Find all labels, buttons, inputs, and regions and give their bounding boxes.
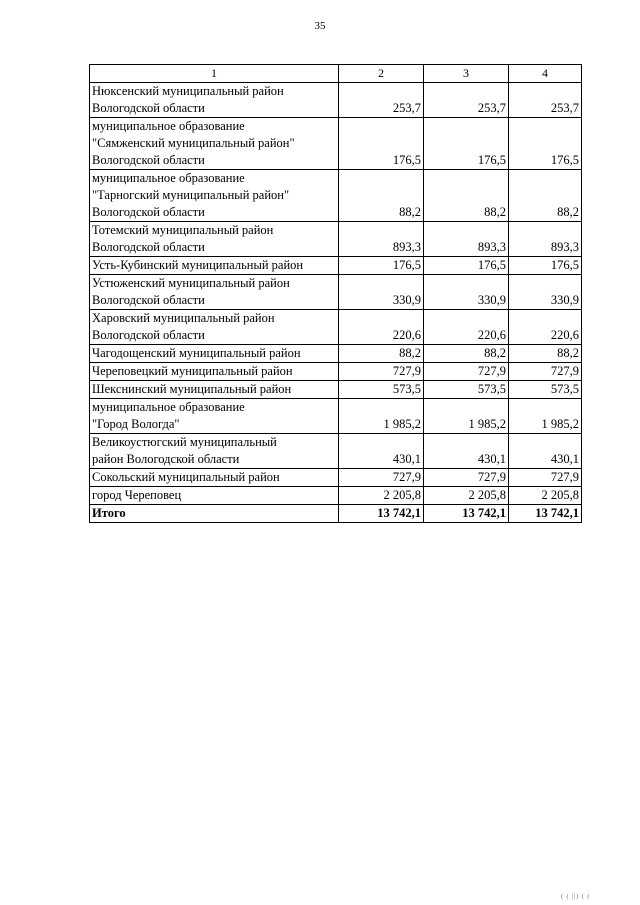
table-row (90, 222, 582, 257)
value-col2-cell: 430,1 (339, 434, 424, 469)
value-col4-cell: 176,5 (509, 118, 582, 170)
district-name-cell: Устюженский муниципальный район Вологодской области (90, 275, 339, 310)
footer-scan-mark: ( ( ||) ( ( (561, 894, 591, 900)
value-col4-cell: 253,7 (509, 83, 582, 118)
value-col4-cell: 430,1 (509, 434, 582, 469)
value-col3-cell: 1 985,2 (424, 399, 509, 434)
header-cell: 2 (339, 65, 424, 83)
value-col3-cell: 573,5 (424, 381, 509, 399)
table-row (90, 170, 582, 222)
value-col3-cell: 13 742,1 (424, 505, 509, 523)
table-row (90, 399, 582, 434)
value-col4-cell: 1 985,2 (509, 399, 582, 434)
district-name-cell: муниципальное образование "Тарногский муниципальный район" Вологодской области (90, 170, 339, 222)
district-name-cell: муниципальное образование "Город Вологда" (90, 399, 339, 434)
district-name-cell: город Череповец (90, 487, 339, 505)
page-number: 35 (314, 20, 326, 32)
value-col3-cell: 330,9 (424, 275, 509, 310)
value-col4-cell: 2 205,8 (509, 487, 582, 505)
value-col3-cell: 88,2 (424, 170, 509, 222)
value-col2-cell: 88,2 (339, 345, 424, 363)
value-col4-cell: 176,5 (509, 257, 582, 275)
value-col3-cell: 430,1 (424, 434, 509, 469)
value-col2-cell: 13 742,1 (339, 505, 424, 523)
value-col3-cell: 88,2 (424, 345, 509, 363)
value-col2-cell: 253,7 (339, 83, 424, 118)
total-row (90, 505, 582, 523)
district-name-cell: Итого (90, 505, 339, 523)
table-row (90, 487, 582, 505)
table-row (90, 310, 582, 345)
table-row (90, 469, 582, 487)
value-col2-cell: 1 985,2 (339, 399, 424, 434)
value-col2-cell: 893,3 (339, 222, 424, 257)
header-cell: 1 (90, 65, 339, 83)
district-name-cell: муниципальное образование "Сямженский муниципальный район" Вологодской области (90, 118, 339, 170)
table-row (90, 275, 582, 310)
value-col4-cell: 220,6 (509, 310, 582, 345)
value-col4-cell: 573,5 (509, 381, 582, 399)
value-col4-cell: 13 742,1 (509, 505, 582, 523)
value-col3-cell: 893,3 (424, 222, 509, 257)
value-col2-cell: 176,5 (339, 257, 424, 275)
value-col3-cell: 727,9 (424, 363, 509, 381)
district-name-cell: Сокольский муниципальный район (90, 469, 339, 487)
value-col2-cell: 88,2 (339, 170, 424, 222)
value-col2-cell: 220,6 (339, 310, 424, 345)
value-col4-cell: 893,3 (509, 222, 582, 257)
budget-table (89, 64, 582, 523)
value-col4-cell: 330,9 (509, 275, 582, 310)
value-col4-cell: 727,9 (509, 469, 582, 487)
value-col2-cell: 727,9 (339, 363, 424, 381)
table-body (90, 65, 582, 523)
district-name-cell: Великоустюгский муниципальный район Вологодской области (90, 434, 339, 469)
table-row (90, 434, 582, 469)
header-cell: 3 (424, 65, 509, 83)
table-row (90, 363, 582, 381)
value-col3-cell: 727,9 (424, 469, 509, 487)
value-col3-cell: 176,5 (424, 257, 509, 275)
district-name-cell: Усть-Кубинский муниципальный район (90, 257, 339, 275)
district-name-cell: Череповецкий муниципальный район (90, 363, 339, 381)
district-name-cell: Нюксенский муниципальный район Вологодской области (90, 83, 339, 118)
value-col2-cell: 727,9 (339, 469, 424, 487)
district-name-cell: Тотемский муниципальный район Вологодской области (90, 222, 339, 257)
value-col3-cell: 2 205,8 (424, 487, 509, 505)
value-col3-cell: 220,6 (424, 310, 509, 345)
value-col3-cell: 176,5 (424, 118, 509, 170)
value-col3-cell: 253,7 (424, 83, 509, 118)
value-col4-cell: 88,2 (509, 170, 582, 222)
table-row (90, 381, 582, 399)
table-row (90, 83, 582, 118)
value-col2-cell: 573,5 (339, 381, 424, 399)
value-col2-cell: 330,9 (339, 275, 424, 310)
table-header-row (90, 65, 582, 83)
table-row (90, 257, 582, 275)
district-name-cell: Чагодощенский муниципальный район (90, 345, 339, 363)
table-row (90, 345, 582, 363)
district-name-cell: Шекснинский муниципальный район (90, 381, 339, 399)
table-row (90, 118, 582, 170)
value-col2-cell: 2 205,8 (339, 487, 424, 505)
district-name-cell: Харовский муниципальный район Вологодской области (90, 310, 339, 345)
value-col4-cell: 88,2 (509, 345, 582, 363)
value-col2-cell: 176,5 (339, 118, 424, 170)
header-cell: 4 (509, 65, 582, 83)
value-col4-cell: 727,9 (509, 363, 582, 381)
